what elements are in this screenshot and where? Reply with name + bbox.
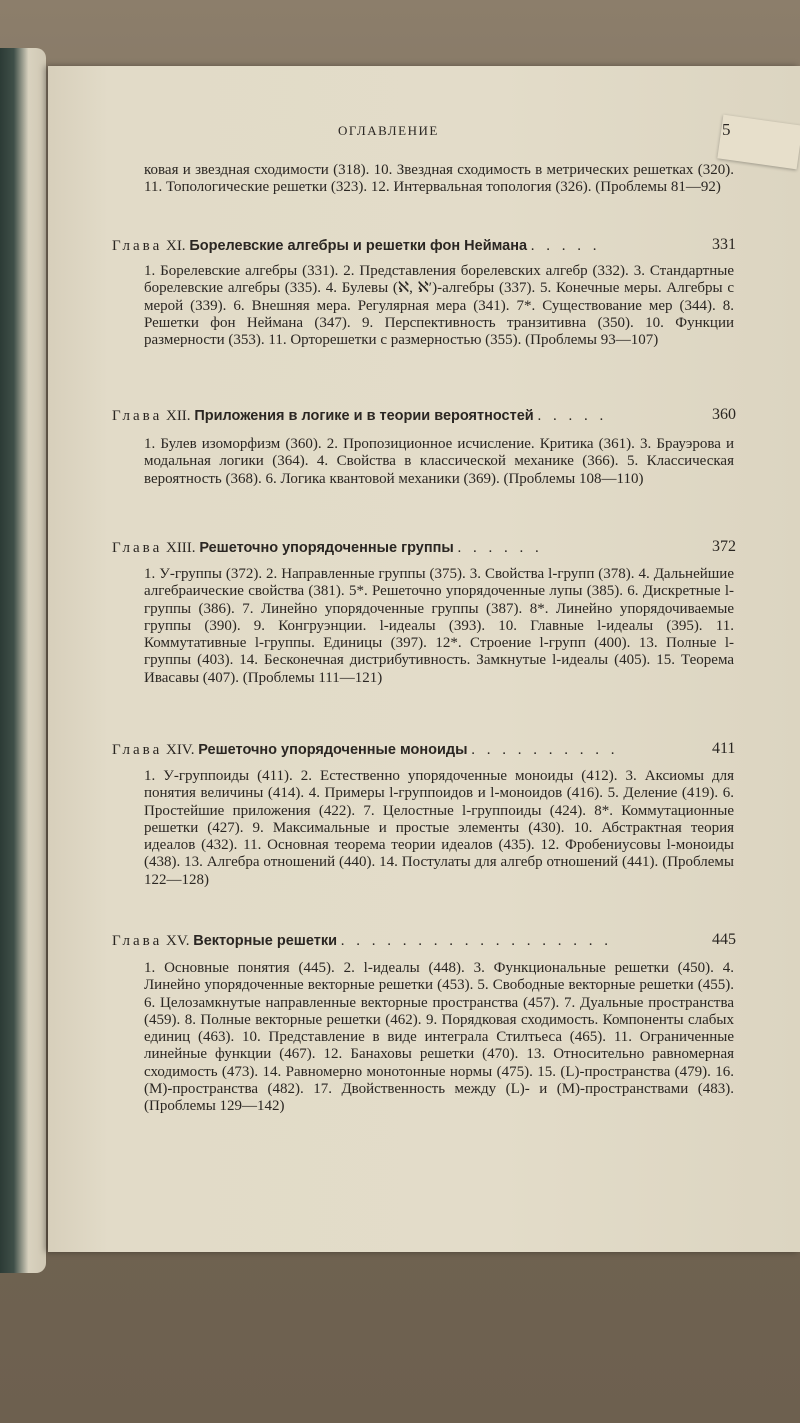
dot-leader: . . . . . . . . . . (471, 742, 619, 758)
chapter-prefix: Глава (112, 933, 163, 949)
chapter-contents: 1. У-группы (372). 2. Направленные группы (375). 3. Свойства l-групп (378). 4. Дальнейшие алгебраические свойства (381). 5*. Решеточно упорядоченные лупы (385). 6. Дискретные l-группы (386). 7. Линейно упорядоченные группы (387). 8*. Линейно упорядочиваемые группы (390). 9. Конгруэнции. l-идеалы (393). 10. Главные l-идеалы (395). 11. Коммутативные l-группы. Единицы (397). 12*. Строение l-групп (400). 13. Полные l-группы (403). 14. Бесконечная дистрибутивность. Замкнутые l-идеалы (405). 15. Теорема Ивасавы (407). (Проблемы 111—121) (144, 566, 734, 686)
chapter-title: Решеточно упорядоченные группы (199, 540, 454, 556)
chapter-prefix: Глава (112, 742, 163, 758)
dot-leader: . . . . . . (457, 540, 543, 556)
chapter-page: 360 (712, 406, 736, 423)
chapter-numeral: XIV. (165, 742, 195, 758)
chapter-numeral: XII. (165, 408, 191, 424)
chapter-heading (112, 540, 742, 562)
chapter-contents: 1. У-группоиды (411). 2. Естественно упорядоченные моноиды (412). 3. Аксиомы для понятия величины (414). 4. Примеры l-группоидов и l-моноидов (416). 5. Деление (419). 6. Простейшие приложения (422). 7. Целостные l-группоиды (424). 8*. Коммутационные решетки (427). 9. Максимальные и простые элементы (430). 10. Абстрактная теория идеалов (432). 11. Основная теорема теории идеалов (435). 12. Фробениусовы l-моноиды (438). 13. Алгебра отношений (440). 14. Постулаты для алгебр отношений (441). (Проблемы 122—128) (144, 768, 734, 888)
chapter-heading (112, 933, 742, 955)
dot-leader: . . . . . . . . . . . . . . . . . . (340, 933, 613, 949)
chapter-prefix: Глава (112, 238, 163, 254)
chapter-title: Векторные решетки (193, 933, 338, 949)
chapter-numeral: XI. (165, 238, 186, 254)
chapter-contents: 1. Борелевские алгебры (331). 2. Представления борелевских алгебр (332). 3. Стандартные борелевские алгебры (335). 4. Булевы (ℵ, ℵ′)-алгебры (337). 5. Конечные меры. Алгебры с мерой (339). 6. Внешняя мера. Регулярная мера (341). 7*. Существование мер (344). 8. Решетки фон Неймана (347). 9. Перспективность транзитивна (350). 10. Функции размерности (353). 11. Орторешетки с размерностью (355). (Проблемы 93—107) (144, 263, 734, 349)
page-number: 5 (722, 120, 731, 139)
chapter-heading (112, 238, 742, 260)
chapter-contents: 1. Булев изоморфизм (360). 2. Пропозиционное исчисление. Критика (361). 3. Брауэрова и модальная логики (364). 4. Свойства в классической механике (366). 5. Классическая вероятность (368). 6. Логика квантовой механики (369). (Проблемы 108—110) (144, 436, 734, 487)
chapter-contents: 1. Основные понятия (445). 2. l-идеалы (448). 3. Функциональные решетки (450). 4. Линейно упорядоченные векторные решетки (453). 5. Свободные векторные решетки (455). 6. Целозамкнутые направленные векторные пространства (457). 7. Дуальные пространства (459). 8. Полные векторные решетки (462). 9. Порядковая сходимость. Компоненты слабых единиц (463). 10. Представление в виде интеграла Стилтьеса (465). 11. Ограниченные линейные функции (467). 12. Банаховы решетки (470). 13. Относительно равномерная сходимость (473). 14. Равномерно монотонные нормы (475). 15. (L)-пространства (479). 16. (M)-пространства (482). 17. Двойственность между (L)- и (M)-пространствами (483). (Проблемы 129—142) (144, 960, 734, 1115)
book-spine (0, 48, 46, 1273)
chapter-title: Решеточно упорядоченные моноиды (198, 742, 468, 758)
chapter-title: Приложения в логике и в теории вероятностей (194, 408, 534, 424)
chapter-prefix: Глава (112, 408, 163, 424)
chapter-page: 331 (712, 236, 736, 253)
book-page (48, 66, 800, 1252)
dot-leader: . . . . . (530, 238, 601, 254)
chapter-prefix: Глава (112, 540, 163, 556)
chapter-numeral: XV. (165, 933, 190, 949)
continuation-text: ковая и звездная сходимости (318). 10. Звездная сходимость в метрических решетках (320). 11. Топологические решетки (323). 12. Интервальная топология (326). (Проблемы 81—92) (144, 162, 734, 196)
running-title: ОГЛАВЛЕНИЕ (338, 123, 439, 138)
chapter-title: Борелевские алгебры и решетки фон Неймана (189, 238, 528, 254)
chapter-heading (112, 742, 742, 764)
page-header (48, 120, 800, 140)
chapter-page: 372 (712, 538, 736, 555)
chapter-heading (112, 408, 742, 430)
chapter-numeral: XIII. (165, 540, 196, 556)
chapter-page: 411 (712, 740, 736, 757)
chapter-page: 445 (712, 931, 736, 948)
dot-leader: . . . . . (537, 408, 608, 424)
